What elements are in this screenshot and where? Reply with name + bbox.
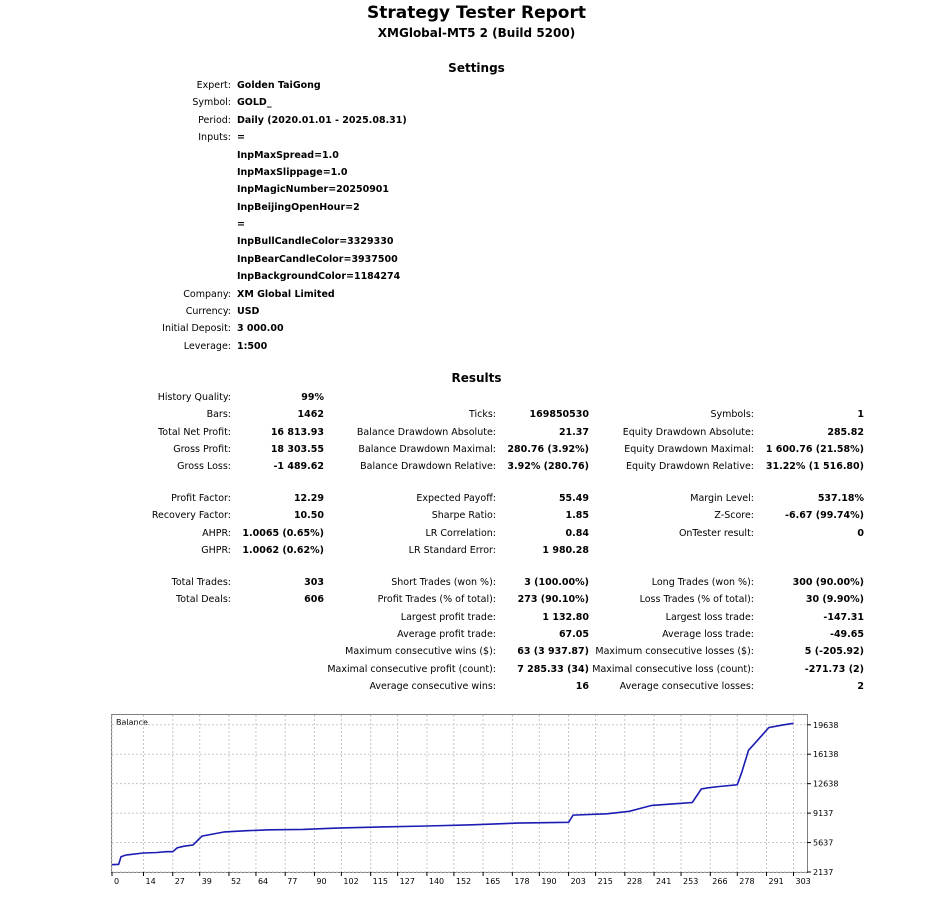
result-label: OnTester result: <box>678 528 754 539</box>
result-value: -1 489.62 <box>273 461 324 472</box>
result-value: 300 (90.00%) <box>792 577 864 588</box>
result-label: Symbols: <box>710 409 754 420</box>
result-value: 12.29 <box>293 493 324 504</box>
x-tick-label: 165 <box>485 877 501 886</box>
deposit-value: 3 000.00 <box>237 323 284 334</box>
result-label: Total Net Profit: <box>158 427 231 438</box>
currency-label: Currency: <box>185 306 231 317</box>
result-label: Z-Score: <box>714 510 754 521</box>
result-label: Gross Loss: <box>177 461 231 472</box>
x-tick-label: 0 <box>114 877 120 886</box>
leverage-value: 1:500 <box>237 341 268 352</box>
deposit-label: Initial Deposit: <box>162 323 231 334</box>
y-tick-label: 16138 <box>813 750 839 760</box>
x-tick-label: 115 <box>372 877 388 886</box>
result-label: History Quality: <box>157 392 231 403</box>
result-label: Total Trades: <box>171 577 231 588</box>
result-value: 1.0065 (0.65%) <box>242 528 324 539</box>
x-tick-label: 203 <box>570 877 586 886</box>
result-value: 1.85 <box>565 510 589 521</box>
result-label: Ticks: <box>468 409 496 420</box>
result-value: 1 132.80 <box>542 612 589 623</box>
result-label: Equity Drawdown Relative: <box>625 461 754 472</box>
result-label: Long Trades (won %): <box>651 577 754 588</box>
result-value: 21.37 <box>558 427 589 438</box>
x-tick-label: 241 <box>656 877 672 886</box>
result-label: Maximal consecutive loss (count): <box>592 664 754 675</box>
y-tick-label: 2137 <box>813 868 834 877</box>
input-item: InpBullCandleColor=3329330 <box>237 236 394 247</box>
y-tick-label: 9137 <box>813 809 834 819</box>
result-label: Recovery Factor: <box>151 510 231 521</box>
result-label: Loss Trades (% of total): <box>639 594 754 605</box>
result-value: 99% <box>301 392 324 403</box>
result-value: 55.49 <box>558 493 589 504</box>
result-value: 67.05 <box>558 629 589 640</box>
x-tick-label: 228 <box>626 877 643 886</box>
result-label: Maximum consecutive losses ($): <box>595 646 754 657</box>
result-value: 285.82 <box>827 427 864 438</box>
report-subtitle: XMGlobal-MT5 2 (Build 5200) <box>377 26 576 40</box>
result-label: Average profit trade: <box>397 629 496 640</box>
input-item: InpMaxSpread=1.0 <box>237 150 339 161</box>
x-tick-label: 152 <box>455 877 472 886</box>
x-tick-label: 140 <box>428 877 445 886</box>
result-value: 16 <box>575 681 589 692</box>
x-tick-label: 102 <box>343 877 359 886</box>
result-value: 16 813.93 <box>270 427 324 438</box>
x-tick-label: 215 <box>597 877 613 886</box>
result-value: 7 285.33 (34) <box>517 664 589 675</box>
period-value: Daily (2020.01.01 - 2025.08.31) <box>237 115 407 126</box>
x-tick-label: 52 <box>230 877 242 886</box>
y-tick-label: 19638 <box>813 720 839 730</box>
x-tick-label: 127 <box>399 877 415 886</box>
chart-title: Balance <box>116 718 148 727</box>
result-label: LR Standard Error: <box>408 545 496 556</box>
inputs-label: Inputs: <box>198 132 231 143</box>
result-value: 0.84 <box>565 528 589 539</box>
result-label: Gross Profit: <box>173 444 231 455</box>
y-tick-label: 12638 <box>813 779 839 789</box>
result-value: 606 <box>304 594 324 605</box>
x-tick-label: 253 <box>683 877 699 886</box>
result-label: Largest profit trade: <box>400 612 496 623</box>
results-heading: Results <box>451 371 502 385</box>
result-value: 1462 <box>297 409 324 420</box>
x-tick-label: 27 <box>174 877 185 886</box>
result-label: Margin Level: <box>690 493 754 504</box>
result-label: Average consecutive wins: <box>369 681 496 692</box>
result-value: 3.92% (280.76) <box>507 461 589 472</box>
result-label: Largest loss trade: <box>665 612 754 623</box>
input-item: InpMagicNumber=20250901 <box>237 184 390 195</box>
result-value: 169850530 <box>529 409 589 420</box>
result-label: GHPR: <box>201 545 231 556</box>
x-tick-label: 64 <box>257 877 269 886</box>
result-value: 31.22% (1 516.80) <box>765 461 864 472</box>
company-value: XM Global Limited <box>237 289 335 300</box>
result-value: 273 (90.10%) <box>517 594 589 605</box>
input-item: InpMaxSlippage=1.0 <box>237 167 348 178</box>
result-label: Bars: <box>206 409 231 420</box>
leverage-label: Leverage: <box>183 341 231 352</box>
result-value: -271.73 (2) <box>804 664 864 675</box>
company-label: Company: <box>183 289 231 300</box>
result-label: Equity Drawdown Absolute: <box>622 427 754 438</box>
result-label: Total Deals: <box>176 594 231 605</box>
expert-value: Golden TaiGong <box>237 80 321 91</box>
result-label: AHPR: <box>202 528 231 539</box>
input-item: = <box>237 219 245 230</box>
result-value: -147.31 <box>823 612 864 623</box>
result-value: 280.76 (3.92%) <box>507 444 589 455</box>
result-label: Equity Drawdown Maximal: <box>624 444 754 455</box>
result-value: 1 980.28 <box>542 545 589 556</box>
result-value: 18 303.55 <box>270 444 324 455</box>
result-label: Balance Drawdown Maximal: <box>358 444 496 455</box>
x-tick-label: 39 <box>201 877 212 886</box>
x-tick-label: 77 <box>287 877 298 886</box>
result-label: Maximal consecutive profit (count): <box>327 664 496 675</box>
result-value: -49.65 <box>830 629 864 640</box>
result-value: 30 (9.90%) <box>805 594 864 605</box>
chart-frame <box>112 715 808 873</box>
result-label: Balance Drawdown Absolute: <box>356 427 496 438</box>
result-value: 1 600.76 (21.58%) <box>765 444 864 455</box>
symbol-value: GOLD_ <box>237 97 272 108</box>
result-label: Maximum consecutive wins ($): <box>345 646 496 657</box>
result-value: 537.18% <box>817 493 864 504</box>
result-label: Profit Factor: <box>171 493 231 504</box>
result-value: 63 (3 937.87) <box>517 646 589 657</box>
settings-heading: Settings <box>448 61 505 75</box>
result-value: 303 <box>304 577 324 588</box>
result-value: -6.67 (99.74%) <box>785 510 864 521</box>
result-label: Average consecutive losses: <box>619 681 754 692</box>
x-tick-label: 266 <box>712 877 728 886</box>
x-tick-label: 303 <box>795 877 811 886</box>
y-tick-label: 5637 <box>813 838 834 848</box>
report-title: Strategy Tester Report <box>367 3 586 23</box>
expert-label: Expert: <box>196 80 231 91</box>
input-item: InpBearCandleColor=3937500 <box>237 254 398 265</box>
balance-chart <box>110 713 840 891</box>
x-tick-label: 291 <box>768 877 784 886</box>
result-value: 3 (100.00%) <box>524 577 589 588</box>
result-label: Sharpe Ratio: <box>431 510 496 521</box>
result-value: 2 <box>857 681 864 692</box>
result-value: 10.50 <box>293 510 324 521</box>
result-label: LR Correlation: <box>425 528 496 539</box>
input-item: InpBeijingOpenHour=2 <box>237 202 360 213</box>
result-value: 1 <box>857 409 864 420</box>
result-value: 0 <box>857 528 864 539</box>
result-value: 1.0062 (0.62%) <box>242 545 324 556</box>
result-label: Profit Trades (% of total): <box>377 594 496 605</box>
input-item: = <box>237 132 245 143</box>
result-label: Short Trades (won %): <box>391 577 496 588</box>
x-tick-label: 90 <box>316 877 327 886</box>
x-tick-label: 178 <box>514 877 530 886</box>
x-tick-label: 190 <box>541 877 557 886</box>
x-tick-label: 278 <box>739 877 755 886</box>
result-label: Expected Payoff: <box>416 493 496 504</box>
result-value: 5 (-205.92) <box>804 646 864 657</box>
period-label: Period: <box>198 115 231 126</box>
symbol-label: Symbol: <box>192 97 231 108</box>
currency-value: USD <box>237 306 260 317</box>
input-item: InpBackgroundColor=1184274 <box>237 271 401 282</box>
result-label: Average loss trade: <box>662 629 754 640</box>
result-label: Balance Drawdown Relative: <box>360 461 496 472</box>
x-tick-label: 14 <box>145 877 156 886</box>
